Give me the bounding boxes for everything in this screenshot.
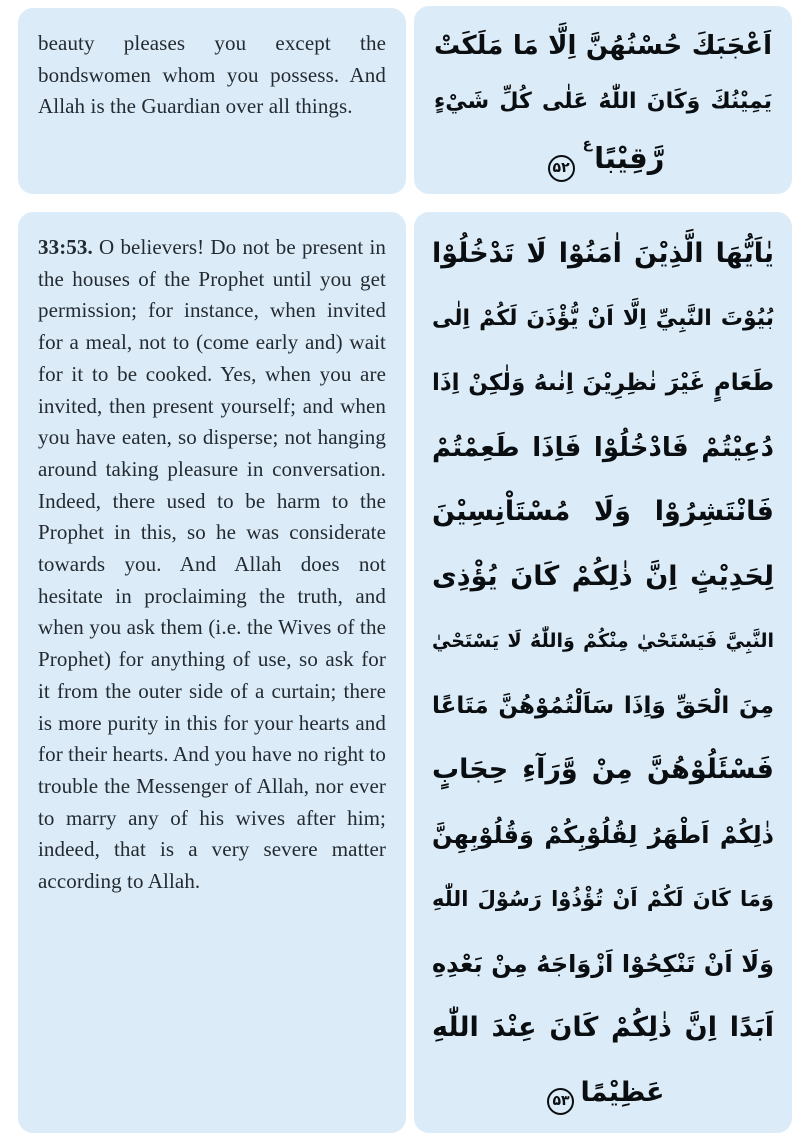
- translation-main-body: O believers! Do not be present in the houses of the Prophet until you get permission; for instance, when invited for a meal, not to (come early and) wait for it to be cooked. Yes, when you are invited, then present yourself; and when you have eaten, so disperse; not hanging around taking pleasure in conversation. Indeed, there used to be harm to the Prophet in this, so he was considerate towards you. And Allah does not hesitate in proclaiming the truth, and when you ask them (i.e. the Wives of the Prophet) for anything of use, so ask for it from the outer side of a curtain; there is more purity in this for your hearts and for their hearts. And you have no right to trouble the Messenger of Allah, nor ever to marry any of his wives after him; indeed, that is a very severe matter according to Allah.: [38, 235, 386, 894]
- arabic-line: اَعْجَبَكَ حُسْنُهُنَّ اِلَّا مَا مَلَكَتْ: [434, 31, 772, 61]
- arabic-line: يَمِيْنُكَ وَكَانَ اللّٰهُ عَلٰى كُلِّ شَيْءٍ: [434, 89, 772, 114]
- arabic-line: اَبَدًا اِنَّ ذٰلِكُمْ كَانَ عِنْدَ اللّٰهِ: [432, 1012, 774, 1043]
- verse-end-marker-53: ۵۳: [547, 1088, 574, 1115]
- arabic-line: فَانْتَشِرُوْا وَلَا مُسْتَاْنِسِيْنَ: [432, 496, 774, 527]
- arabic-line: ذٰلِكُمْ اَطْهَرُ لِقُلُوْبِكُمْ وَقُلُوْبِهِنَّ: [432, 820, 774, 849]
- translation-panel-prev-verse: [18, 8, 406, 194]
- arabic-line: يٰاَيُّهَا الَّذِيْنَ اٰمَنُوْا لَا تَدْخُلُوْا: [432, 238, 774, 269]
- ruku-marker: ع: [582, 136, 593, 152]
- arabic-line: وَمَا كَانَ لَكُمْ اَنْ تُؤْذُوْا رَسُوْلَ اللّٰهِ: [432, 887, 774, 911]
- arabic-line-verse-end: [432, 1061, 774, 1126]
- verse-reference: 33:53.: [38, 235, 93, 259]
- arabic-panel-prev-verse: [414, 6, 792, 194]
- arabic-line: لِحَدِيْثٍ اِنَّ ذٰلِكُمْ كَانَ يُؤْذِى: [432, 560, 774, 592]
- arabic-panel-main-verse: [414, 212, 792, 1133]
- arabic-line: بُيُوْتَ النَّبِيِّ اِلَّا اَنْ يُّؤْذَنَ لَكُمْ اِلٰى: [432, 305, 774, 331]
- translation-prev-text: beauty pleases you except the bondswomen whom you possess. And Allah is the Guardian over all things.: [38, 31, 386, 119]
- arabic-word: عَظِيْمًا: [580, 1076, 665, 1108]
- arabic-line: وَلَا اَنْ تَنْكِحُوْا اَزْوَاجَهُ مِنْ بَعْدِهِ: [432, 949, 774, 978]
- translation-main-text: [38, 232, 386, 898]
- arabic-word: رَّقِيْبًا: [594, 141, 665, 175]
- arabic-line: النَّبِيَّ فَيَسْتَحْيٰ مِنْكُمْ وَاللّٰهُ لَا يَسْتَحْيٰ: [432, 630, 774, 652]
- arabic-line: دُعِيْتُمْ فَادْخُلُوْا فَاِذَا طَعِمْتُمْ: [432, 432, 774, 463]
- translation-panel-main-verse: [18, 212, 406, 1133]
- arabic-line: مِنَ الْحَقِّ وَاِذَا سَاَلْتُمُوْهُنَّ مَتَاعًا: [432, 692, 774, 719]
- verse-end-marker-52: ۵۲: [548, 155, 575, 182]
- arabic-line: طَعَامٍ غَيْرَ نٰظِرِيْنَ اِنٰىهُ وَلٰكِنْ اِذَا: [432, 370, 774, 396]
- arabic-line: فَسْئَلُوْهُنَّ مِنْ وَّرَآءِ حِجَابٍ: [432, 754, 774, 785]
- arabic-line-verse-end: [434, 130, 772, 186]
